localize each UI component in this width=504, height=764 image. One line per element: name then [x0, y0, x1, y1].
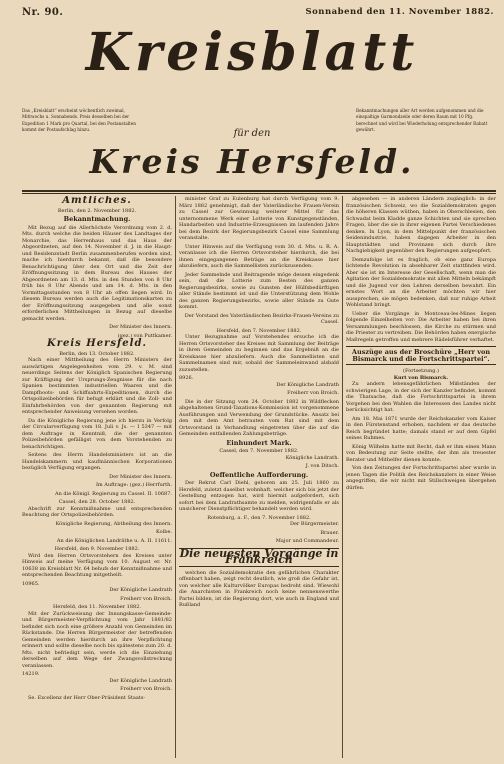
fuer-den-label: für den: [233, 128, 271, 139]
issue-number: Nr. 90.: [22, 7, 64, 18]
section-amtliches: Amtliches.: [62, 196, 132, 206]
signature: Der Königliche Landrath: [276, 381, 339, 388]
signature: Königliche Regierung, Abtheilung des Innern.: [55, 520, 172, 527]
signature: Freiherr von Broich.: [120, 686, 172, 692]
paragraph: König Wilhelm hatte mit Recht, daß er ihm einen Mann von Bedeutung zur Seite stellte, der ihm als treuester Berater und Mithelfer dienen konnte.: [346, 443, 496, 463]
paragraph: Von den Zeitungen der Fortschrittspartei aber wurde in jenen Tagen die Politik des Reichskanzlers in einer Weise angegriffen, die wir nicht mit Stillschweigen übergehen dürfen.: [346, 465, 496, 491]
signature: (gez.) von Puttkamer.: [117, 332, 172, 339]
date-line: Hersfeld, den 7. November 1882.: [216, 327, 302, 334]
paragraph: Ueber die Vorgänge in Montceau-les-Mines liegen folgende Einzelheiten vor: Die Arbeiter haben bei ihren Versammlungen beschlossen, die Kirche zu stürmen und die Priester zu vertreiben. Die Behörden haben energische Maßregeln getroffen und mehrere Rädelsführer verhaftet.: [346, 310, 496, 343]
paragraph: Die in der Sitzung vom 24. October 1882 in Wildflecken abgehaltenen Grund-Taxations-Kommission ist vorgenommene Ausführungen und Verwendung der Grundstücke. Ansatz bei den mit dem Amt betrauten vom Rat sind mit dem Ortsvorstand in Verhandlung eingetreten über die auf die Gemeinden entfallenden Zahlungsbeträge.: [179, 398, 339, 437]
reference-number: 8926.: [179, 375, 194, 381]
headline-frankreich: Die neuesten Vorgänge in Frankreich: [179, 546, 339, 566]
signature: Kolbe.: [156, 529, 172, 535]
column-2: [179, 196, 339, 758]
advertising-notice: Bekanntmachungen aller Art werden aufgenommen und die einspaltige Garmondzeile oder deren Raum mit 10 Pfg. berechnet und wird bei Wiederholung entsprechender Rabatt gewährt.: [356, 108, 488, 133]
signature: Major und Commandeur.: [275, 538, 339, 544]
header-rule: [22, 190, 496, 192]
reference-number: 14219.: [22, 671, 40, 677]
paragraph: Abschrift zur Kenntnißnahme und entsprechenden Beachtung der Ortspolizeibehörden.: [22, 505, 172, 518]
paragraph: Am 18. Mai 1871 wurde der Reichskanzler vom Kaiser in den Fürstenstand erhoben, nachdem er das deutsche Reich begründet hatte; damals stand er auf dem Gipfel seines Ruhmes.: [346, 415, 496, 441]
date-line: Berlin, den 2. November 1882.: [57, 207, 137, 214]
signature: Freiherr von Broich.: [120, 595, 172, 602]
continuation-label: (Fortsetzung.): [403, 368, 439, 374]
signature: J. von Ditsch.: [305, 463, 339, 469]
column-3: [346, 196, 496, 758]
paragraph: Se. Excellenz der Herr Ober-Präsident Staats-: [28, 694, 146, 701]
amount-line: Einhundert Mark.: [226, 438, 292, 447]
paragraph: Mit der Zurückweisung der Innungskasse-Gemeinde- und Bürgermeister-Verpflichtung vom Jahr 1881/82 befindet sich noch eine größere Anzahl von Gemeinden im Rückstande. Die Herren Bürgermeister der betreffenden Gemeinden werden hierdurch an ihre Verpflichtung erinnert und sollte dieselbe noch bis spätestens zum 20. d. Mts. nicht befriedigt sein, werde ich die Einziehung derselben auf dem Wege der Zwangsvollstreckung veranlassen.: [22, 610, 172, 669]
paragraph: Seitens des Herrn Handelsministers ist an die Handelskammern und kaufmännischen Korporationen bezüglich Verfügung ergangen.: [22, 452, 172, 471]
paragraph: Der Rekrut Carl Diehl, geboren am 25. Juli 1860 zu Hersfeld, zuletzt daselbst wohnhaft, welcher sich bis jetzt der Gestellung entzogen hat, wird hiermit aufgefordert, sich sofort bei dem Landrathsamte zu melden, widrigenfalls er als unsicherer Dienstpflichtiger behandelt werden wird.: [179, 480, 339, 512]
issue-date: Sonnabend den 11. November 1882.: [305, 7, 494, 17]
header-rule-thin: [22, 193, 496, 194]
date-line: Hersfeld, den 11. November 1882.: [53, 604, 141, 610]
paragraph: Mit Bezug auf die Allerhöchste Verordnung vom 2. d. Mts. durch welche die beiden Häuser des Landtages der Monarchie, das Herrenhaus und das Haus der Abgeordneten, auf den 14. November d. J. in die Haupt- und Residenzstadt Berlin zusammenberufen worden sind, mache ich hierdurch bekannt, daß die besondere Benachrichtigung über den Ort und die Zeit der Eröffnungssitzung in dem Bureau des Hauses der Abgeordneten am 13. d. Mts. in den Stunden von 8 Uhr früh bis 8 Uhr Abends und am 14. d. Mts. in den Vormittagsstunden von 8 Uhr ab offen liegen wird. In diesem Bureau werden auch die Legitimationskarten zu der Eröffnungssitzung ausgegeben und alle sonst erforderlichen Mittheilungen in Bezug auf dieselbe gemacht werden.: [22, 224, 172, 322]
masthead-title: Kreisblatt: [85, 22, 419, 83]
signature: Brauer.: [320, 529, 339, 536]
date-line: Cassel, den 28. October 1882.: [58, 499, 136, 505]
paragraph: Nach einer Mittheilung des Herrn Ministers der auswärtigen Angelegenheiten vom 29. v. M. sind neuerdings Seitens der Königlich Spanischen Regierung zur Kräftigung der Ursprungs-Zeugnisse für die nach Spanien bestimmten industriellen Waaren und die Dampfboots- und Schiffsahrts-Expeditionen, durch die Ortspolizeibehörden für befugt erklärt und die Zoll- und Einfuhrbehörden von der genannten Regierung mit entsprechender Anweisung versehen worden.: [22, 357, 172, 415]
headline-aufforderung: Oeffentliche Aufforderung.: [209, 470, 309, 479]
paragraph: abgesehen — in anderen Ländern zugänglich: in der französischen Schweiz, wo die Sozialdemokraten gegen die höheren Klassen wüthen, haben in Oberschlesien, den Schwadat beim Kladde ganze Schichten und sie sprechen Fragen, über die sie in ihrer eigenen Partei Verschiedenes denken. In Lyon, in dem Mittelpunkt der französischen Seidenindustrie, haben dagegen Arbeiter in den Hauptstädten und Provinzen sich durch ihre Nachgiebigkeit gegenüber den Regierungen aufgeopfert.: [346, 196, 496, 254]
reference-number: 10965.: [22, 580, 40, 587]
paragraph: Zu andern lebensgefährlichen Mißständen der schwierigen Lage, in der sich der Kanzler befindet, kommt die Thatsache, daß die Fortschrittspartei in ihrem Vorgehen bei den Wahlen die Interessen des Landes nicht berücksichtigt hat.: [346, 381, 496, 413]
date-line: Cassel, den 7. November 1882.: [219, 448, 299, 454]
signature: Der Minister des Innern.: [109, 473, 172, 480]
column-1: [22, 196, 172, 758]
subscription-notice: Das „Kreisblatt“ erscheint wöchentlich zweimal, Mittwochs u. Sonnabends. Preis desselben bei der Expedition 1 Mark pro Quartal, bei den Postanstalten kommt der Postaufschlag hinzu.: [22, 108, 136, 133]
paragraph: welchen die Sozialdemokratie den gefährlichen Charakter offenbart haben, zeigt recht deutlich, wie groß die Gefahr ist, von welcher alle Kulturvölker Europas bedroht sind. Wiewohl die Anarchisten in Frankreich noch keine nennenswerthe Partei bilden, ist die Regierung dort, wie auch in England und Rußland: [179, 569, 339, 608]
signature: Freiherr von Broich.: [287, 390, 339, 396]
signature: Der Königliche Landrath: [109, 587, 172, 593]
signature: Der Königliche Landrath: [109, 677, 172, 684]
headline-bekanntmachung: Bekanntmachung.: [63, 215, 131, 223]
signature: Königliche Landrath.: [285, 454, 339, 461]
paragraph: minister Graf zu Eulenburg hat durch Verfügung vom 9. März 1882 genehmigt, daß der Vaterländische Frauen-Verein zu Cassel zur Gewinnung weiterer Mittel für das unternommene Werk einer Lotterie von Kunstgegenständen, Handarbeiten und Industrie-Erzeugnissen im laufenden Jahre bei dem Bezirk der Regierungsbezirk Cassel eine Sammlung veranstalte.: [179, 196, 339, 241]
date-line: Berlin, den 13. October 1882.: [59, 350, 135, 357]
paragraph: Jeder Sammelnde und Beitragende möge dessen eingedenk sein, daß die Lotterie zum Besten des ganzen Regierungsbezirks, sowie zu Gunsten der Hülfsbedürftigen aller Stände bestimmt ist und die Unterstützung dem Wohle des ganzen Regierungsbezirks, sowie aller Stände zu Gute kommt.: [179, 271, 339, 310]
date-line: Hersfeld, den 9. November 1882.: [54, 546, 140, 552]
signature: An die Königl. Regierung zu Cassel. II. 10687.: [54, 490, 172, 497]
section-kreis-hersfeld: Kreis Hersfeld.: [47, 338, 147, 349]
signature: Der Vorstand des Vaterländischen Bezirks-Frauen-Vereins zu Cassel.: [184, 312, 339, 325]
masthead: [0, 22, 504, 84]
signature: Der Bürgermeister.: [289, 521, 339, 527]
headline-auszuege: Auszüge aus der Broschüre „Herr von Bismarck und die Fortschrittspartei“.: [346, 346, 496, 365]
columns: [22, 196, 496, 758]
date-line: Rotenburg, a. F., den 7. November 1882.: [207, 514, 311, 521]
paragraph: Unter Bezugnahme auf Vorstehendes ersuche ich die Herren Ortsvorsteher des Kreises mit Sammlung der Beiträge in ihren Gemeinden zu beginnen und das Ergebniß an die Kreiskasse hier abzuliefern. Auch die Sammellisten und Sammelnamen sind mir, sobald der Sammeleinwand alsbald zuzustellen.: [179, 334, 339, 373]
district-name: Kreis Hersfeld.: [89, 142, 415, 181]
paragraph: Unter Hinweis auf die Verfügung vom 30. d. Mts. u. R. A. veranlasse ich die Herren Ortsvorsteher hierdurch, die bei ihnen eingegangenen Beträge an die Kreiskasse hier abzuliefern, auch die Sammellisten zurückzusenden.: [179, 243, 339, 269]
paragraph: Wird den Herren Ortsvorstehern des Kreises unter Hinweis auf meine Verfügung vom 10. August er. Nr. 10638 im Kreisblatt Nr. 64 behufs der Kenntnißnahme und entsprechenden Beachtung mitgetheilt.: [22, 552, 172, 578]
signature: An die Königlichen Landräthe u. A. II. 11611.: [56, 537, 172, 544]
signature: Der Minister des Innern.: [109, 324, 172, 330]
paragraph: Demzufolge ist es fraglich, ob eine ganz Europa lichtende Revolution in absehbarer Zeit stattfinden wird. Aber sie ist im Interesse der Gesellschaft, wenn man die Agitation der Sozialdemokratie mit allen Mitteln bekämpft und die Jugend vor den Lehren derselben bewahrt. Ein ernstes Wort an die Arbeiter möchten wir hier aussprechen, sie mögen bedenken, daß nur ruhige Arbeit Wohlstand bringt.: [346, 256, 496, 308]
author-name: Kurt von Bismarck.: [393, 374, 449, 381]
signature: Im Auftrage: (gez.) Herrfurth.: [95, 482, 172, 488]
paragraph: Da die Königliche Regierung jene ich hierzu in Verfolg der Circularverfügung vom 18. Juli v. Js. — I 5347 — mit dem Auftrage in Kenntniß, die der genannten Polizeibehörden gefälligst von dem Vorstehenden zu benachrichtigen.: [22, 417, 172, 450]
